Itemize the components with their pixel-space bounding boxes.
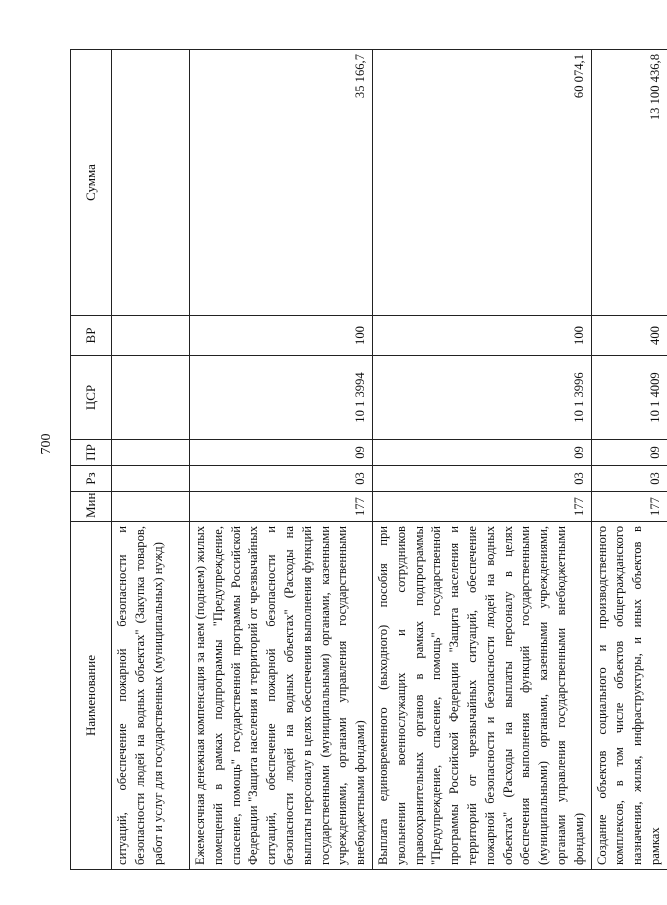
budget-table [70, 49, 667, 870]
row-rz: 03 [372, 466, 591, 492]
table-row [372, 50, 591, 870]
row-vr: 400 [591, 316, 667, 356]
row-min: 177 [190, 492, 373, 522]
row-pr: 09 [372, 440, 591, 466]
row-vr: 100 [372, 316, 591, 356]
row-name: ситуаций, обеспечение пожарной безопасности и безопасности людей на водных объектах" (Закупка товаров, работ и услуг для государственных (муниципальных) нужд) [112, 522, 190, 870]
row-csr: 10 1 4009 [591, 356, 667, 440]
row-vr [112, 316, 190, 356]
row-name: Выплата единовременного (выходного) пособия при увольнении военнослужащих и сотрудников правоохранительных органов в рамках подпрограммы "Предупреждение, спасение, помощь" государственной программы Российской Федерации "Защита населения и территорий от чрезвычайных ситуаций, обеспечение пожарной безопасности и безопасности людей на водных объектах" (Расходы на выплаты персоналу в целях обеспечения выполнения функций государственными (муниципальными) органами, казенными учреждениями, органами управления государственными внебюджетными фондами) [372, 522, 591, 870]
row-min: 177 [591, 492, 667, 522]
row-name: Создание объектов социального и производственного комплексов, в том числе объектов общегражданского назначения, жилья, инфраструктуры, и иных объектов в рамках [591, 522, 667, 870]
row-pr [112, 440, 190, 466]
row-sum: 13 100 436,8 [591, 50, 667, 316]
header-rz: Рз [71, 466, 112, 492]
row-csr: 10 1 3994 [190, 356, 373, 440]
row-min [112, 492, 190, 522]
table-header-row [71, 50, 112, 870]
row-csr: 10 1 3996 [372, 356, 591, 440]
row-rz: 03 [190, 466, 373, 492]
page-number: 700 [39, 433, 54, 455]
table-row [112, 50, 190, 870]
header-csr: ЦСР [71, 356, 112, 440]
rotated-table-wrapper [70, 50, 662, 870]
table-row [591, 50, 667, 870]
header-name: Наименование [71, 522, 112, 870]
header-vr: ВР [71, 316, 112, 356]
row-rz: 03 [591, 466, 667, 492]
row-sum [112, 50, 190, 316]
row-pr: 09 [190, 440, 373, 466]
row-sum: 60 074,1 [372, 50, 591, 316]
row-vr: 100 [190, 316, 373, 356]
row-min: 177 [372, 492, 591, 522]
header-sum: Сумма [71, 50, 112, 316]
table-row [190, 50, 373, 870]
row-csr [112, 356, 190, 440]
row-sum: 35 166,7 [190, 50, 373, 316]
row-name: Ежемесячная денежная компенсация за наем (поднаем) жилых помещений в рамках подпрограммы "Предупреждение, спасение, помощь" государственной программы Российской Федерации "Защита населения и территорий от чрезвычайных ситуаций, обеспечение пожарной безопасности и безопасности людей на водных объектах" (Расходы на выплаты персоналу в целях обеспечения выполнения функций государственными (муниципальными) органами, казенными учреждениями, органами управления государственными внебюджетными фондами) [190, 522, 373, 870]
header-min: Мин [71, 492, 112, 522]
header-pr: ПР [71, 440, 112, 466]
row-rz [112, 466, 190, 492]
row-pr: 09 [591, 440, 667, 466]
